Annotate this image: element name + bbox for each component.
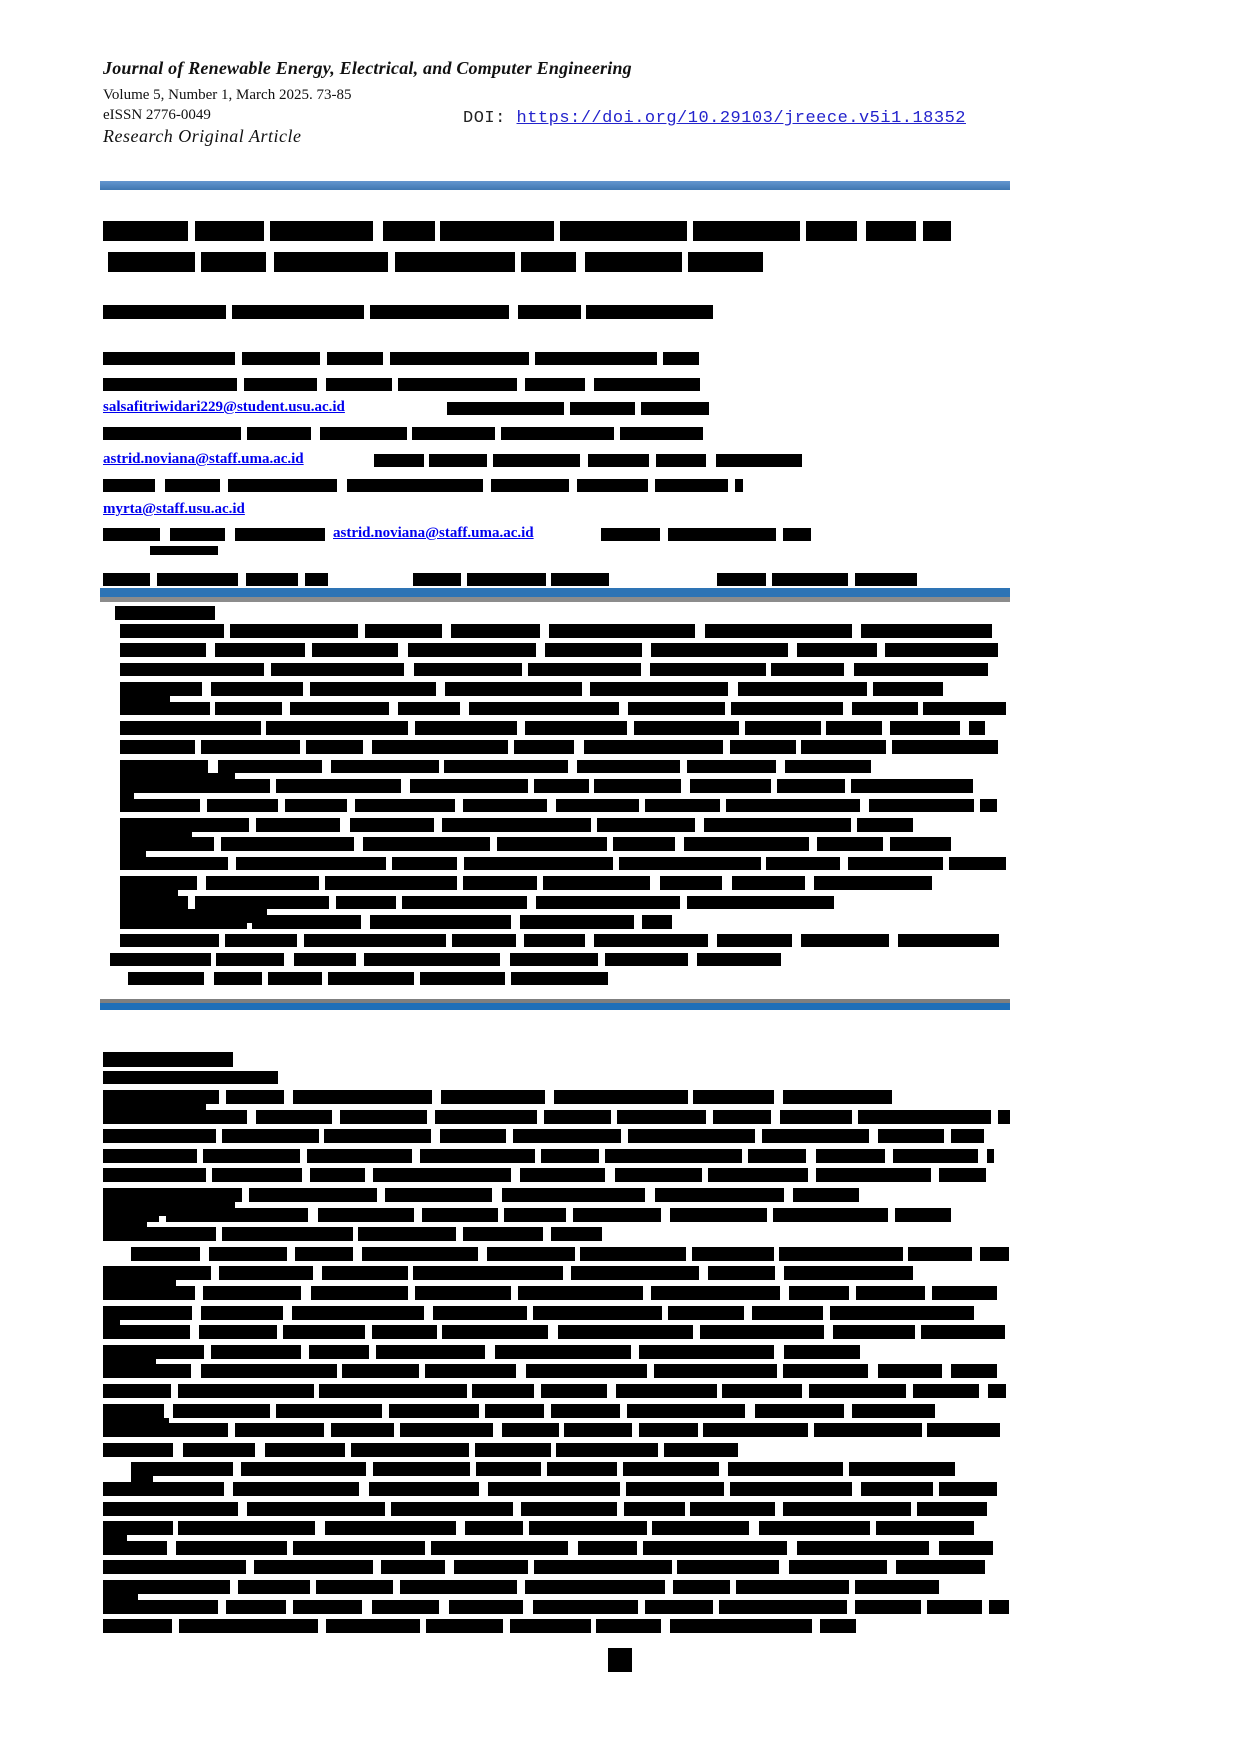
redacted-article-title-line-2 [108,252,763,272]
redacted-affiliation-line-5 [374,454,802,467]
abstract-bottom-rule [100,999,1010,1010]
abstract-top-rule [100,588,1010,602]
redacted-page-number [608,1648,632,1672]
redacted-corresponding-author-label [103,528,325,541]
redacted-section-number [103,1052,233,1067]
doi-line [463,109,966,128]
redacted-revised-date [413,573,613,586]
volume-issue-line: Volume 5, Number 1, March 2025. 73-85 [103,87,352,103]
author-email-link-1[interactable]: salsafitriwidari229@student.usu.ac.id [103,399,345,415]
redacted-keywords-line-2 [110,953,782,966]
issn-line: eISSN 2776-0049 [103,107,211,123]
redacted-keywords-line-3 [128,972,608,985]
author-email-link-3[interactable]: myrta@staff.usu.ac.id [103,501,245,517]
header-divider-rule [100,181,1010,190]
journal-name: Journal of Renewable Energy, Electrical, and Computer Engineering [103,58,632,78]
redacted-keywords-line-1 [120,934,1000,947]
redacted-received-date [103,573,328,586]
redacted-abstract-heading [115,606,215,620]
doi-link[interactable]: https://doi.org/10.29103/jreece.v5i1.18352 [516,109,966,128]
redacted-body-text [103,1090,1010,1650]
doi-label: DOI: [463,109,506,128]
redacted-article-title-line-1 [103,221,951,241]
redacted-author-names [103,305,713,319]
redacted-corresponding-author-tail [601,528,811,541]
redacted-affiliation-line-4 [103,427,703,440]
redacted-affiliation-line-6 [103,479,743,492]
corresponding-author-email-link[interactable]: astrid.noviana@staff.uma.ac.id [333,525,534,541]
redacted-accepted-date [717,573,917,586]
redacted-affiliation-line-3 [447,402,709,415]
redacted-section-heading [103,1071,278,1084]
author-email-link-2[interactable]: astrid.noviana@staff.uma.ac.id [103,451,304,467]
redacted-affiliation-line-1 [103,352,699,365]
article-type-label: Research Original Article [103,126,302,146]
redacted-corresponding-author-wrap [150,546,218,555]
redacted-affiliation-line-2 [103,378,711,391]
redacted-abstract-paragraph [120,624,1010,944]
